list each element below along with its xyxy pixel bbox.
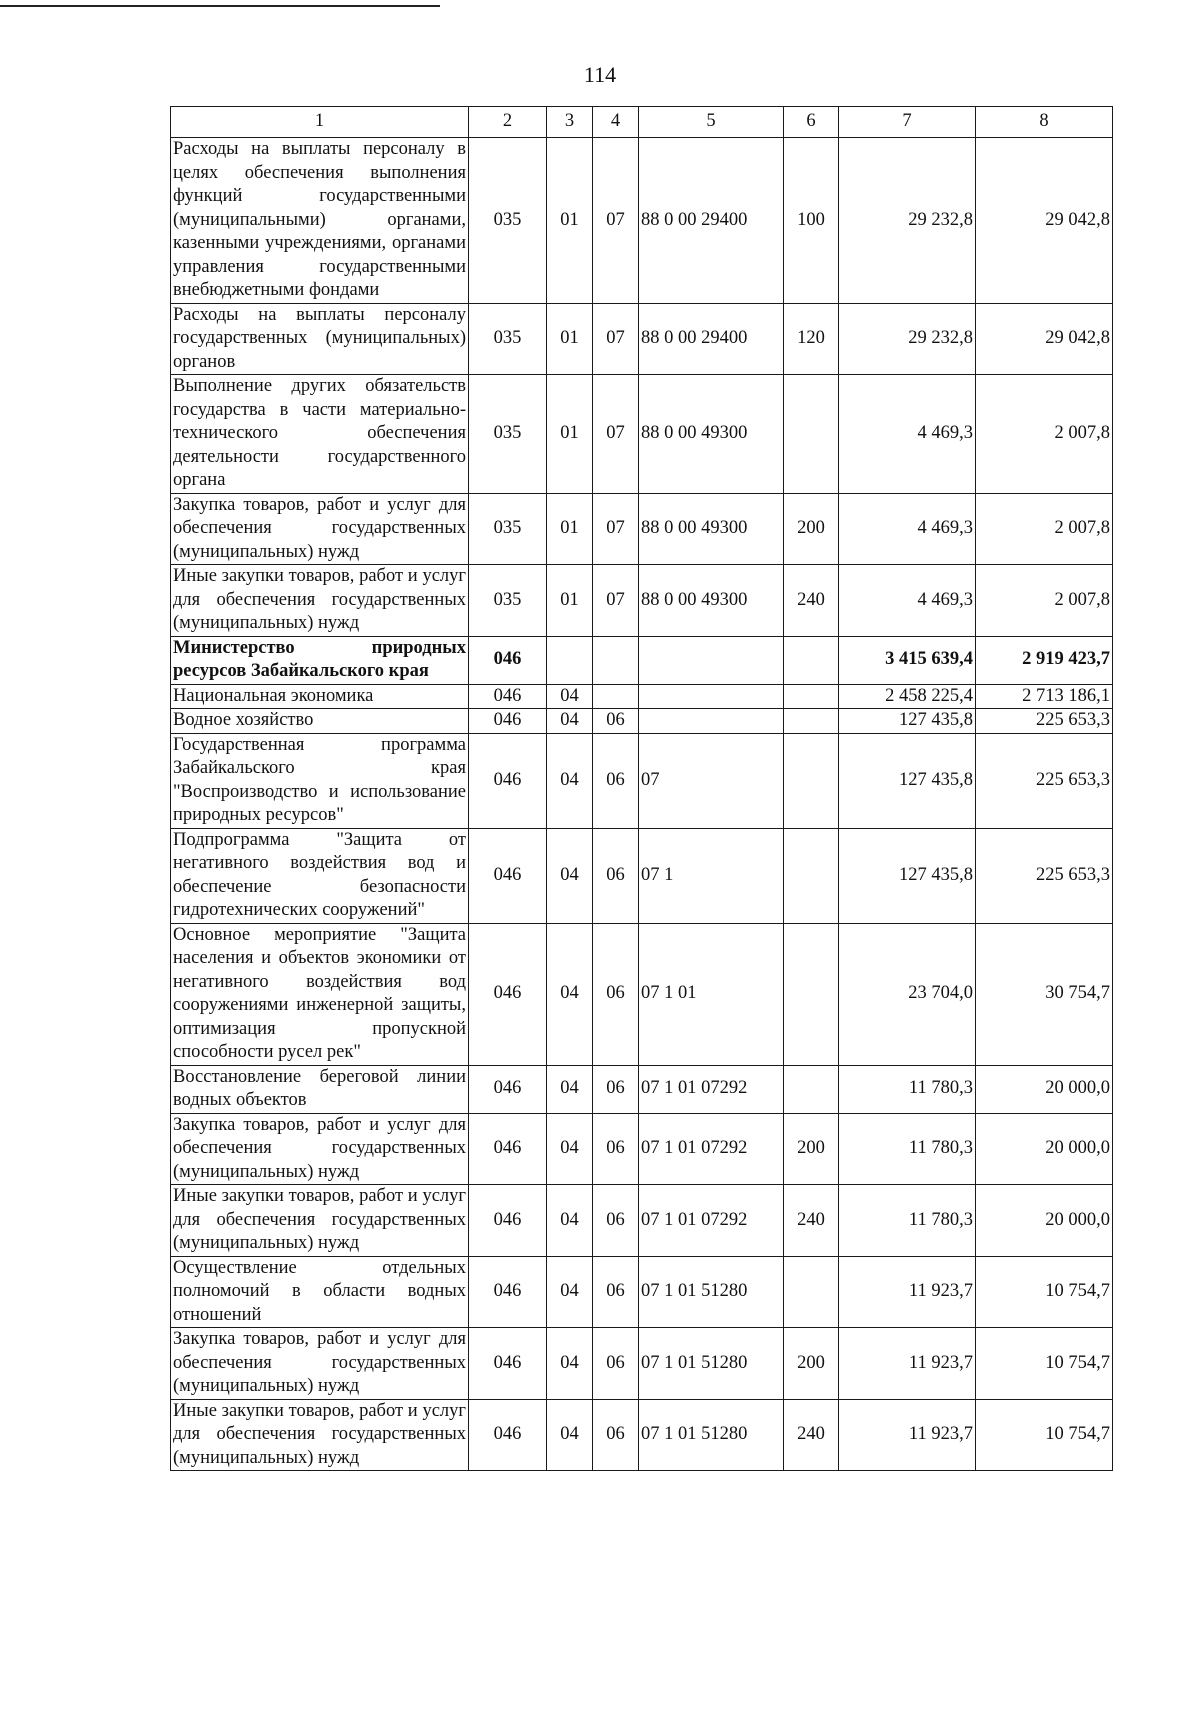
table-row	[171, 1399, 1113, 1471]
col-header-7: 7	[839, 107, 976, 138]
amount-col8: 30 754,7	[976, 923, 1113, 1065]
col-header-5: 5	[639, 107, 784, 138]
ministry-code: 046	[469, 636, 547, 684]
amount-col8: 10 754,7	[976, 1256, 1113, 1328]
target-article-code: 07 1 01	[639, 923, 784, 1065]
table-row	[171, 138, 1113, 304]
section-code: 01	[547, 565, 593, 637]
section-code: 04	[547, 1256, 593, 1328]
section-code: 01	[547, 303, 593, 375]
ministry-code: 046	[469, 733, 547, 828]
table-row	[171, 1256, 1113, 1328]
section-code: 04	[547, 1399, 593, 1471]
subsection-code: 07	[593, 493, 639, 565]
item-name: Выполнение других обязательств государства в части материально-технического обеспечения деятельности государственного органа	[171, 375, 469, 494]
ministry-code: 046	[469, 1328, 547, 1400]
top-rule	[0, 5, 440, 7]
header-row	[171, 107, 1113, 138]
item-name: Иные закупки товаров, работ и услуг для обеспечения государственных (муниципальных) нужд	[171, 565, 469, 637]
item-name: Расходы на выплаты персоналу государственных (муниципальных) органов	[171, 303, 469, 375]
amount-col7: 127 435,8	[839, 709, 976, 734]
expense-type-code: 200	[784, 1113, 839, 1185]
item-name: Министерство природных ресурсов Забайкальского края	[171, 636, 469, 684]
target-article-code: 07	[639, 733, 784, 828]
subsection-code: 06	[593, 1065, 639, 1113]
table-row	[171, 733, 1113, 828]
expense-type-code	[784, 709, 839, 734]
expense-type-code	[784, 1065, 839, 1113]
target-article-code: 07 1 01 51280	[639, 1256, 784, 1328]
table-row	[171, 636, 1113, 684]
ministry-code: 035	[469, 303, 547, 375]
ministry-code: 046	[469, 923, 547, 1065]
ministry-code: 046	[469, 828, 547, 923]
item-name: Национальная экономика	[171, 684, 469, 709]
target-article-code: 07 1 01 07292	[639, 1185, 784, 1257]
ministry-code: 046	[469, 1113, 547, 1185]
table-row	[171, 709, 1113, 734]
target-article-code: 88 0 00 49300	[639, 565, 784, 637]
amount-col7: 4 469,3	[839, 375, 976, 494]
amount-col8: 10 754,7	[976, 1399, 1113, 1471]
target-article-code: 07 1	[639, 828, 784, 923]
section-code	[547, 636, 593, 684]
amount-col7: 11 780,3	[839, 1065, 976, 1113]
expense-type-code: 240	[784, 565, 839, 637]
budget-table	[170, 106, 1113, 1471]
item-name: Подпрограмма "Защита от негативного воздействия вод и обеспечение безопасности гидротехнических сооружений"	[171, 828, 469, 923]
target-article-code	[639, 636, 784, 684]
section-code: 01	[547, 493, 593, 565]
item-name: Водное хозяйство	[171, 709, 469, 734]
section-code: 04	[547, 828, 593, 923]
section-code: 01	[547, 138, 593, 304]
ministry-code: 046	[469, 1065, 547, 1113]
target-article-code: 07 1 01 07292	[639, 1113, 784, 1185]
target-article-code: 07 1 01 51280	[639, 1399, 784, 1471]
table-row	[171, 375, 1113, 494]
amount-col7: 23 704,0	[839, 923, 976, 1065]
table-row	[171, 1113, 1113, 1185]
target-article-code	[639, 684, 784, 709]
subsection-code: 06	[593, 1256, 639, 1328]
item-name: Осуществление отдельных полномочий в области водных отношений	[171, 1256, 469, 1328]
ministry-code: 035	[469, 493, 547, 565]
item-name: Расходы на выплаты персоналу в целях обеспечения выполнения функций государственными (муниципальными) органами, казенными учреждениями, органами управления государственными внебюджетными фондами	[171, 138, 469, 304]
amount-col8: 29 042,8	[976, 303, 1113, 375]
subsection-code: 07	[593, 303, 639, 375]
section-code: 04	[547, 1113, 593, 1185]
target-article-code: 07 1 01 07292	[639, 1065, 784, 1113]
section-code: 04	[547, 1328, 593, 1400]
amount-col7: 127 435,8	[839, 733, 976, 828]
target-article-code	[639, 709, 784, 734]
ministry-code: 046	[469, 1399, 547, 1471]
amount-col7: 2 458 225,4	[839, 684, 976, 709]
target-article-code: 88 0 00 29400	[639, 138, 784, 304]
item-name: Закупка товаров, работ и услуг для обеспечения государственных (муниципальных) нужд	[171, 1328, 469, 1400]
subsection-code	[593, 684, 639, 709]
section-code: 04	[547, 733, 593, 828]
table-row	[171, 493, 1113, 565]
item-name: Закупка товаров, работ и услуг для обеспечения государственных (муниципальных) нужд	[171, 493, 469, 565]
target-article-code: 88 0 00 49300	[639, 493, 784, 565]
amount-col7: 11 780,3	[839, 1185, 976, 1257]
page-number: 114	[583, 62, 617, 87]
ministry-code: 046	[469, 1185, 547, 1257]
col-header-2: 2	[469, 107, 547, 138]
amount-col8: 2 713 186,1	[976, 684, 1113, 709]
target-article-code: 88 0 00 29400	[639, 303, 784, 375]
amount-col8: 20 000,0	[976, 1065, 1113, 1113]
table-row	[171, 565, 1113, 637]
target-article-code: 07 1 01 51280	[639, 1328, 784, 1400]
col-header-8: 8	[976, 107, 1113, 138]
amount-col7: 4 469,3	[839, 565, 976, 637]
amount-col7: 29 232,8	[839, 303, 976, 375]
expense-type-code: 240	[784, 1185, 839, 1257]
expense-type-code	[784, 923, 839, 1065]
subsection-code: 06	[593, 709, 639, 734]
item-name: Основное мероприятие "Защита населения и объектов экономики от негативного воздействия вод сооружениями инженерной защиты, оптимизация пропускной способности русел рек"	[171, 923, 469, 1065]
amount-col7: 11 923,7	[839, 1399, 976, 1471]
subsection-code: 07	[593, 138, 639, 304]
amount-col8: 2 007,8	[976, 493, 1113, 565]
table-row	[171, 684, 1113, 709]
col-header-3: 3	[547, 107, 593, 138]
table-row	[171, 1065, 1113, 1113]
ministry-code: 035	[469, 565, 547, 637]
item-name: Государственная программа Забайкальского края "Воспроизводство и использование природных ресурсов"	[171, 733, 469, 828]
amount-col8: 10 754,7	[976, 1328, 1113, 1400]
expense-type-code: 120	[784, 303, 839, 375]
item-name: Иные закупки товаров, работ и услуг для обеспечения государственных (муниципальных) нужд	[171, 1399, 469, 1471]
section-code: 04	[547, 923, 593, 1065]
expense-type-code: 100	[784, 138, 839, 304]
expense-type-code	[784, 828, 839, 923]
col-header-4: 4	[593, 107, 639, 138]
section-code: 04	[547, 684, 593, 709]
ministry-code: 035	[469, 138, 547, 304]
item-name: Восстановление береговой линии водных объектов	[171, 1065, 469, 1113]
expense-type-code	[784, 733, 839, 828]
section-code: 01	[547, 375, 593, 494]
item-name: Иные закупки товаров, работ и услуг для обеспечения государственных (муниципальных) нужд	[171, 1185, 469, 1257]
item-name: Закупка товаров, работ и услуг для обеспечения государственных (муниципальных) нужд	[171, 1113, 469, 1185]
section-code: 04	[547, 1065, 593, 1113]
amount-col8: 225 653,3	[976, 733, 1113, 828]
ministry-code: 046	[469, 1256, 547, 1328]
table-row	[171, 1185, 1113, 1257]
expense-type-code	[784, 1256, 839, 1328]
expense-type-code	[784, 636, 839, 684]
amount-col8: 2 007,8	[976, 375, 1113, 494]
section-code: 04	[547, 1185, 593, 1257]
subsection-code: 06	[593, 1113, 639, 1185]
ministry-code: 046	[469, 709, 547, 734]
amount-col7: 11 780,3	[839, 1113, 976, 1185]
subsection-code: 06	[593, 1328, 639, 1400]
amount-col8: 20 000,0	[976, 1113, 1113, 1185]
subsection-code: 06	[593, 1399, 639, 1471]
expense-type-code	[784, 684, 839, 709]
ministry-code: 046	[469, 684, 547, 709]
subsection-code: 06	[593, 828, 639, 923]
table-row	[171, 1328, 1113, 1400]
amount-col7: 4 469,3	[839, 493, 976, 565]
amount-col7: 11 923,7	[839, 1328, 976, 1400]
ministry-code: 035	[469, 375, 547, 494]
subsection-code: 07	[593, 375, 639, 494]
table-row	[171, 303, 1113, 375]
amount-col7: 11 923,7	[839, 1256, 976, 1328]
expense-type-code: 200	[784, 1328, 839, 1400]
subsection-code: 07	[593, 565, 639, 637]
amount-col7: 29 232,8	[839, 138, 976, 304]
table-row	[171, 923, 1113, 1065]
table-row	[171, 828, 1113, 923]
subsection-code	[593, 636, 639, 684]
expense-type-code	[784, 375, 839, 494]
amount-col8: 2 007,8	[976, 565, 1113, 637]
amount-col8: 225 653,3	[976, 709, 1113, 734]
amount-col8: 225 653,3	[976, 828, 1113, 923]
col-header-1: 1	[171, 107, 469, 138]
expense-type-code: 200	[784, 493, 839, 565]
subsection-code: 06	[593, 1185, 639, 1257]
amount-col8: 20 000,0	[976, 1185, 1113, 1257]
amount-col7: 127 435,8	[839, 828, 976, 923]
target-article-code: 88 0 00 49300	[639, 375, 784, 494]
subsection-code: 06	[593, 733, 639, 828]
amount-col8: 29 042,8	[976, 138, 1113, 304]
section-code: 04	[547, 709, 593, 734]
amount-col7: 3 415 639,4	[839, 636, 976, 684]
expense-type-code: 240	[784, 1399, 839, 1471]
subsection-code: 06	[593, 923, 639, 1065]
col-header-6: 6	[784, 107, 839, 138]
amount-col8: 2 919 423,7	[976, 636, 1113, 684]
